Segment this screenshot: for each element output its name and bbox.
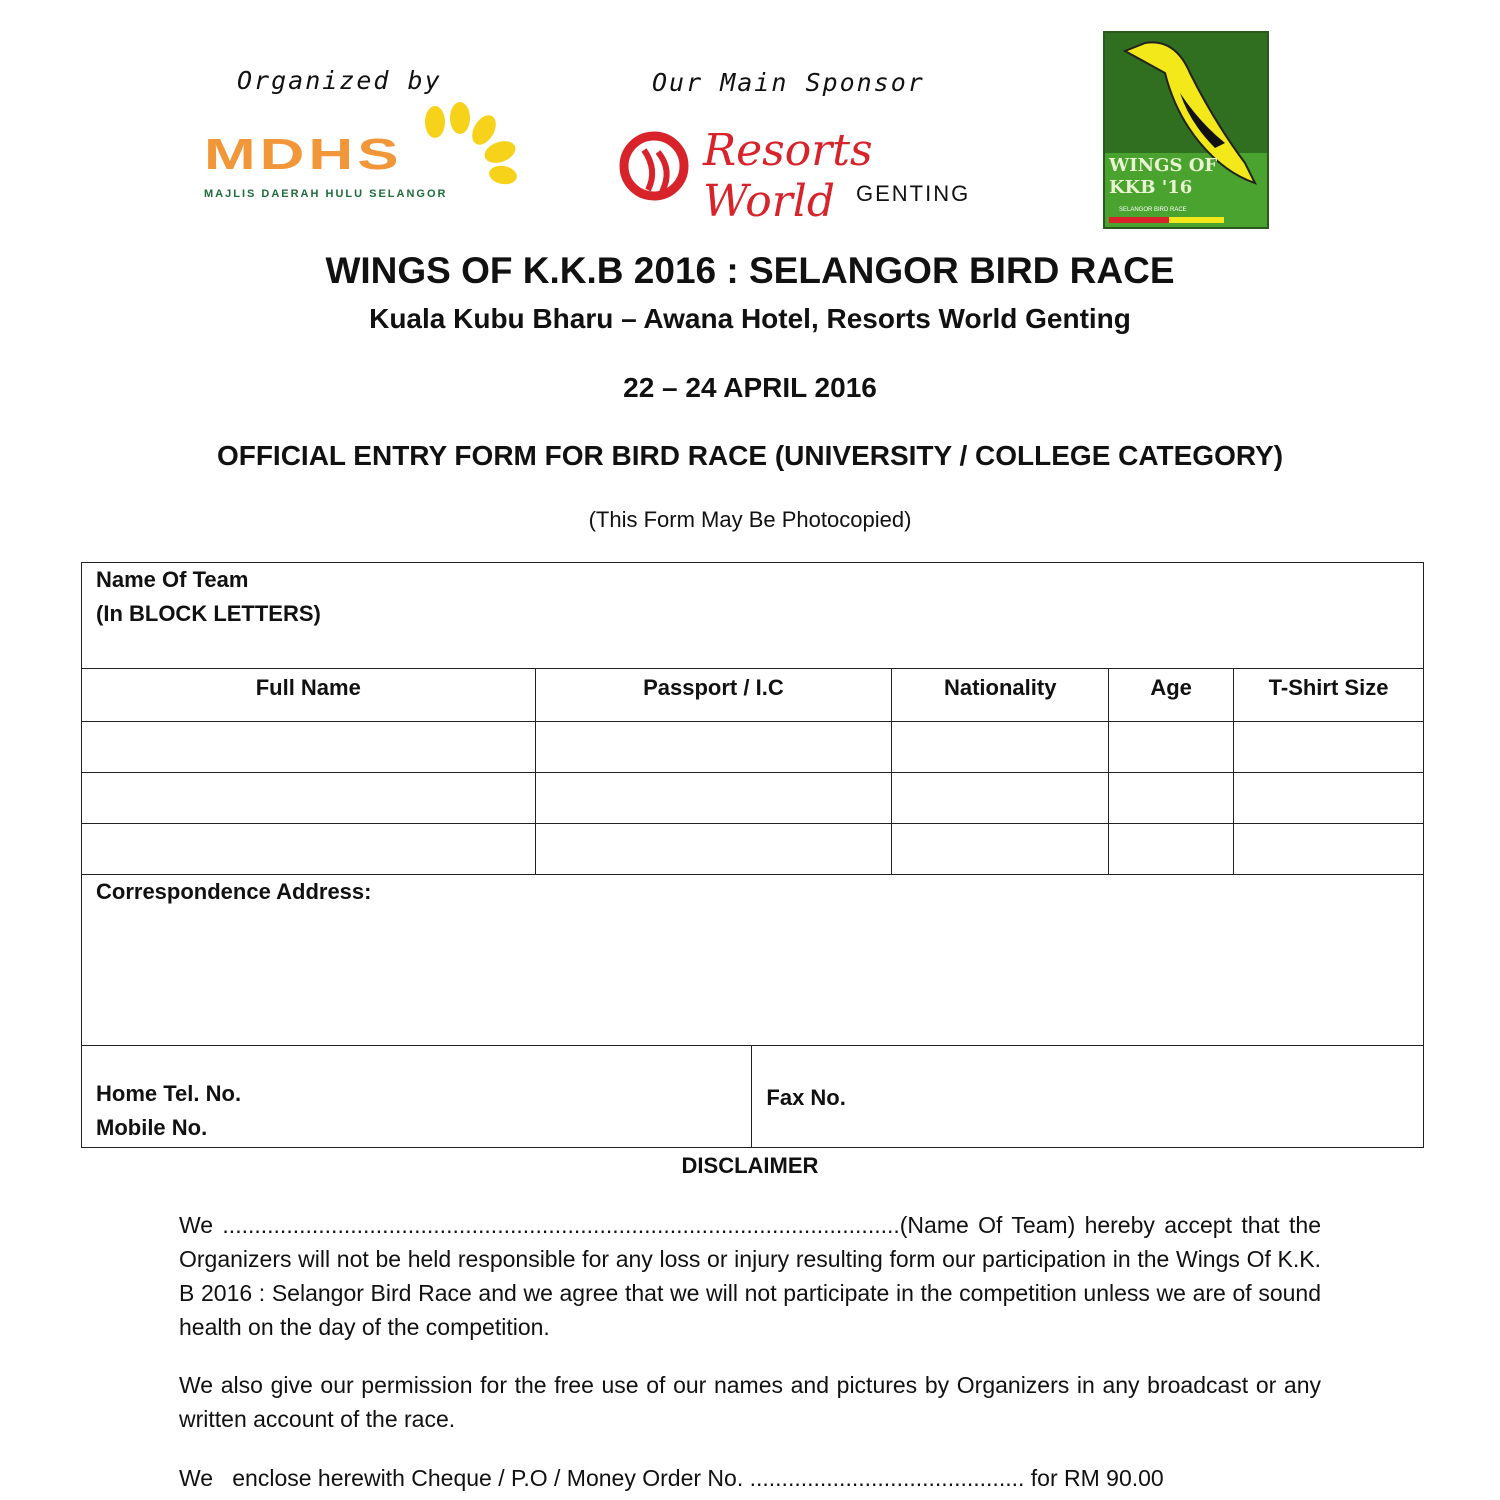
full-name-cell[interactable]: [82, 722, 536, 773]
disclaimer-heading: DISCLAIMER: [681, 1153, 819, 1178]
passport-cell[interactable]: [535, 824, 892, 875]
col-nationality: Nationality: [892, 669, 1109, 722]
address-label: Correspondence Address:: [96, 879, 372, 904]
passport-cell[interactable]: [535, 773, 892, 824]
col-full-name: Full Name: [82, 669, 536, 722]
tshirt-cell[interactable]: [1234, 824, 1424, 875]
col-age: Age: [1109, 669, 1234, 722]
nationality-cell[interactable]: [892, 824, 1109, 875]
nationality-cell[interactable]: [892, 773, 1109, 824]
event-venue: Kuala Kubu Bharu – Awana Hotel, Resorts World Genting: [369, 303, 1131, 334]
nationality-cell[interactable]: [892, 722, 1109, 773]
rw-logo-text: Resorts World: [703, 125, 873, 227]
organized-by-label: Organized by: [237, 66, 442, 95]
rw-emblem-icon: [618, 130, 690, 202]
event-logo-text: WINGS OF KKB '16: [1109, 155, 1218, 198]
rw-logo-subtitle: GENTING: [856, 181, 971, 206]
disclaimer-paragraph-1: We ..........................................................................................................(Name Of Team) hereby accept that the Organizers will not be held responsible for any loss or injury resulting form our participation in the Wings Of K.K.B 2016 : Selangor Bird Race and we agree that we will not participate in the competition unless we are of sound health on the day of the competition.: [179, 1212, 1321, 1340]
full-name-cell[interactable]: [82, 824, 536, 875]
col-tshirt-size: T-Shirt Size: [1234, 669, 1424, 722]
entry-form-table: [81, 562, 1424, 1148]
mdhs-logo-subtitle: MAJLIS DAERAH HULU SELANGOR: [204, 188, 448, 200]
phone-field[interactable]: [82, 1046, 752, 1148]
table-row: [82, 824, 1424, 875]
fax-field[interactable]: [752, 1046, 1424, 1148]
fax-label: Fax No.: [766, 1085, 846, 1110]
mdhs-logo: [200, 100, 530, 205]
resorts-world-logo: [618, 125, 988, 227]
mobile-label: Mobile No.: [96, 1115, 208, 1140]
col-passport: Passport / I.C: [535, 669, 892, 722]
passport-cell[interactable]: [535, 722, 892, 773]
full-name-cell[interactable]: [82, 773, 536, 824]
form-title: OFFICIAL ENTRY FORM FOR BIRD RACE (UNIVERSITY / COLLEGE CATEGORY): [216, 440, 1284, 471]
tshirt-cell[interactable]: [1234, 722, 1424, 773]
table-row: [82, 722, 1424, 773]
team-name-label: Name Of Team: [96, 567, 249, 592]
team-name-sublabel: (In BLOCK LETTERS): [96, 601, 321, 626]
age-cell[interactable]: [1109, 722, 1234, 773]
team-name-field[interactable]: [82, 563, 1424, 669]
disclaimer-paragraph-2: We also give our permission for the free use of our names and pictures by Organizers in any broadcast or any written account of the race.: [179, 1372, 1321, 1432]
event-title: WINGS OF K.K.B 2016 : SELANGOR BIRD RACE: [325, 250, 1175, 291]
address-field[interactable]: [82, 875, 1424, 1046]
event-logo-subtitle: SELANGOR BIRD RACE: [1119, 207, 1187, 213]
main-sponsor-label: Our Main Sponsor: [652, 68, 925, 97]
event-dates: 22 – 24 APRIL 2016: [623, 372, 877, 403]
oriole-bird-icon: [1105, 33, 1269, 229]
photocopy-note: (This Form May Be Photocopied): [588, 507, 912, 532]
tshirt-cell[interactable]: [1234, 773, 1424, 824]
mdhs-logo-text: MDHS: [204, 130, 403, 179]
wings-of-kkb-logo: [1103, 31, 1269, 229]
home-tel-label: Home Tel. No.: [96, 1081, 242, 1106]
age-cell[interactable]: [1109, 773, 1234, 824]
age-cell[interactable]: [1109, 824, 1234, 875]
table-row: [82, 773, 1424, 824]
disclaimer-paragraph-3: We enclose herewith Cheque / P.O / Money Order No. ........................................... for RM 90.00: [179, 1465, 1164, 1491]
